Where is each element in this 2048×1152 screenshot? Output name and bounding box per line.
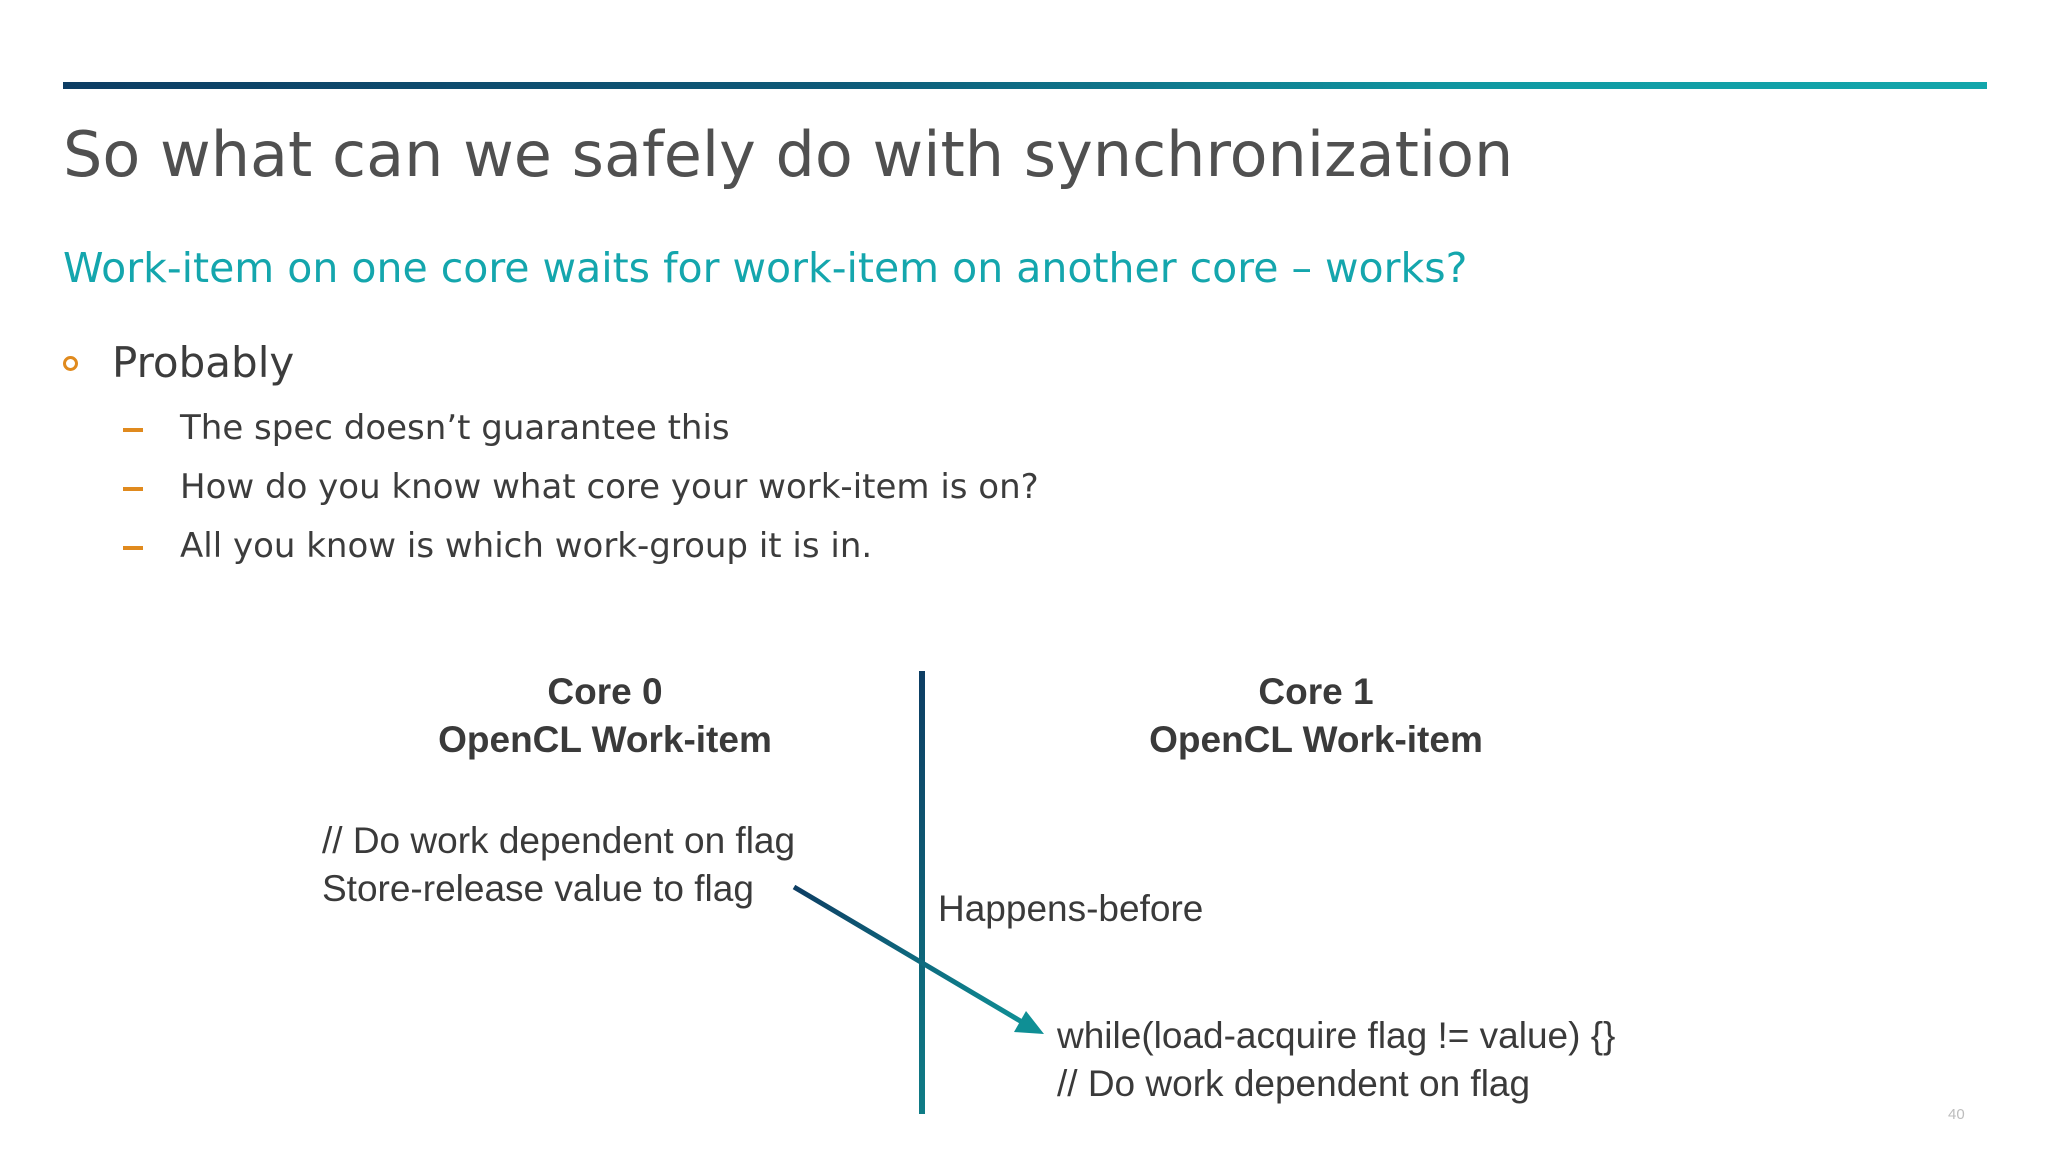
page-number: 40 (1948, 1106, 1965, 1123)
code-line: Store-release value to flag (322, 868, 754, 909)
happens-before-label: Happens-before (938, 888, 1204, 929)
core0-title: Core 0 (547, 671, 663, 712)
sub-bullet-text: The spec doesn’t guarantee this (180, 408, 730, 448)
code-line: // Do work dependent on flag (322, 820, 796, 861)
core1-subtitle: OpenCL Work-item (1149, 719, 1483, 760)
bullet-text: Probably (112, 338, 295, 387)
core0-code (322, 817, 795, 913)
core1-title: Core 1 (1258, 671, 1374, 712)
code-line: while(load-acquire flag != value) {} (1057, 1015, 1616, 1056)
code-line: // Do work dependent on flag (1057, 1063, 1531, 1104)
core0-subtitle: OpenCL Work-item (438, 719, 772, 760)
core0-header (305, 668, 905, 764)
sub-bullet-text: All you know is which work-group it is in. (180, 526, 873, 566)
sub-bullet-text: How do you know what core your work-item is on? (180, 467, 1039, 507)
core1-code (1057, 1012, 1615, 1108)
core1-header (1016, 668, 1616, 764)
slide-subtitle: Work-item on one core waits for work-item on another core – works? (63, 244, 1468, 292)
slide-title: So what can we safely do with synchronization (63, 118, 1514, 191)
core-divider-line (919, 671, 925, 1114)
